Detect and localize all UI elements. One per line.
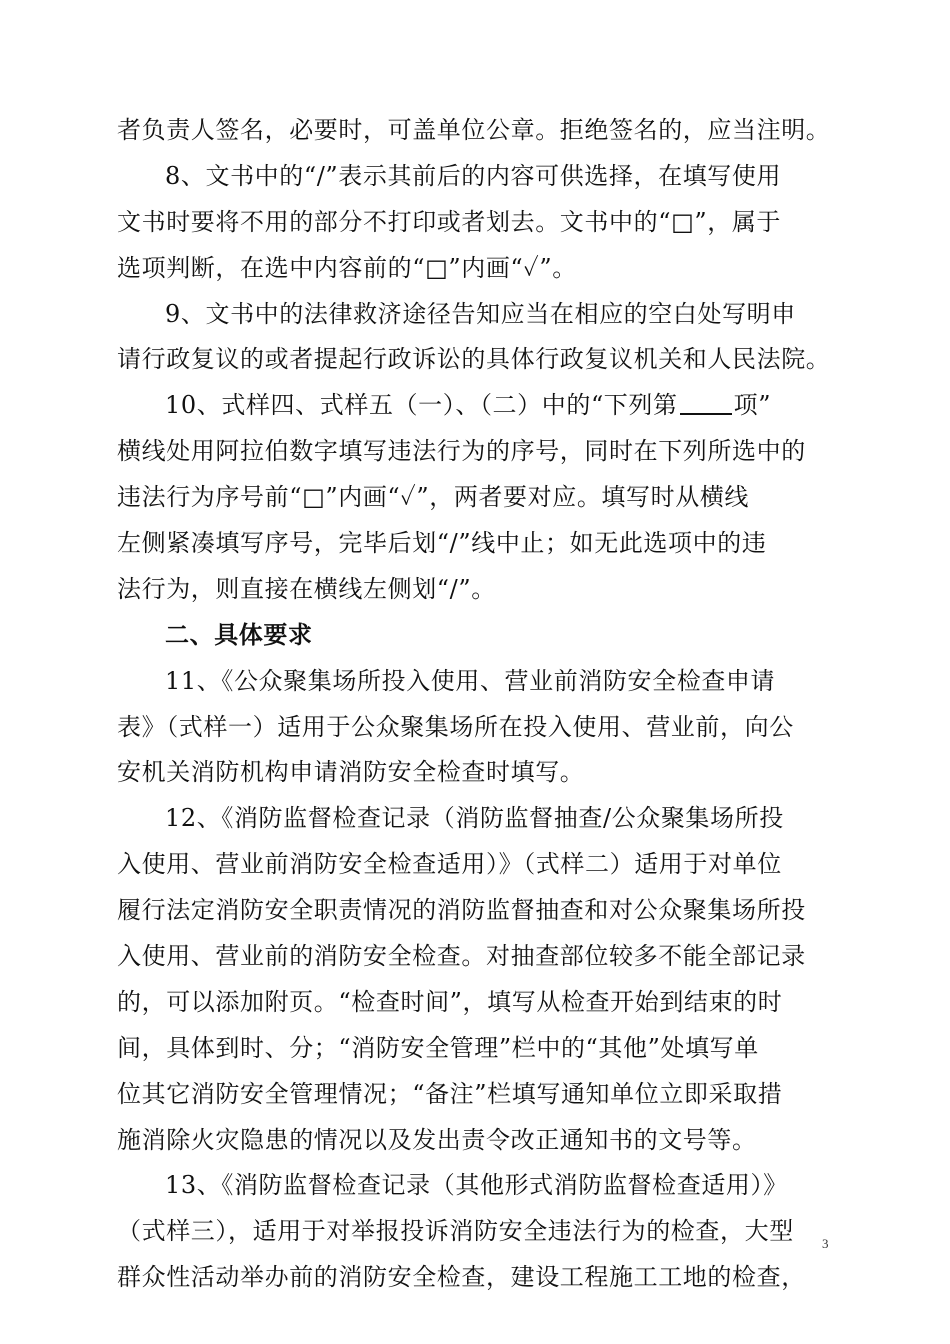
text-line-25: （式样三），适用于对举报投诉消防安全违法行为的检查，大型 bbox=[117, 1217, 794, 1246]
text-line-15: 安机关消防机构申请消防安全检查时填写。 bbox=[117, 758, 585, 787]
text-line-20: 的，可以添加附页。“检查时间”，填写从检查开始到结束的时 bbox=[117, 987, 783, 1016]
text-line-10: 左侧紧凑填写序号，完毕后划“/”线中止；如无此选项中的违 bbox=[117, 529, 767, 558]
text-line-7-before-blank: 10、式样四、式样五（一）、（二）中的“下列第 bbox=[165, 391, 678, 420]
text-line-22: 位其它消防安全管理情况；“备注”栏填写通知单位立即采取措 bbox=[117, 1079, 783, 1108]
text-line-17: 入使用、营业前消防安全检查适用）》（式样二）适用于对单位 bbox=[117, 850, 782, 879]
text-line-7 bbox=[117, 383, 837, 429]
text-line-5: 9、文书中的法律救济途径告知应当在相应的空白处写明申 bbox=[165, 299, 796, 328]
text-line-2: 8、文书中的“/”表示其前后的内容可供选择，在填写使用 bbox=[165, 161, 782, 190]
text-line-6: 请行政复议的或者提起行政诉讼的具体行政复议机关和人民法院。 bbox=[117, 345, 831, 374]
text-line-13: 11、《公众聚集场所投入使用、营业前消防安全检查申请 bbox=[165, 666, 776, 695]
text-line-7-after-blank: 项” bbox=[733, 391, 772, 420]
text-line-4: 选项判断，在选中内容前的“□”内画“✓”。 bbox=[117, 253, 577, 282]
text-line-26: 群众性活动举办前的消防安全检查，建设工程施工工地的检查， bbox=[117, 1263, 806, 1292]
fill-in-blank-underline bbox=[680, 387, 732, 415]
text-line-1: 者负责人签名，必要时，可盖单位公章。拒绝签名的，应当注明。 bbox=[117, 116, 831, 144]
text-line-14: 表》（式样一）适用于公众聚集场所在投入使用、营业前，向公 bbox=[117, 712, 794, 741]
text-line-11: 法行为，则直接在横线左侧划“/”。 bbox=[117, 574, 496, 603]
document-page bbox=[117, 108, 837, 1301]
page-number: 3 bbox=[822, 1236, 829, 1251]
text-line-21: 间，具体到时、分；“消防安全管理”栏中的“其他”处填写单 bbox=[117, 1033, 759, 1062]
text-line-8: 横线处用阿拉伯数字填写违法行为的序号，同时在下列所选中的 bbox=[117, 437, 806, 466]
text-line-3: 文书时要将不用的部分不打印或者划去。文书中的“□”，属于 bbox=[117, 207, 782, 236]
section-heading-specific-requirements: 二、具体要求 bbox=[165, 620, 313, 649]
text-line-23: 施消除火灾隐患的情况以及发出责令改正通知书的文号等。 bbox=[117, 1125, 757, 1154]
text-line-24: 13、《消防监督检查记录（其他形式消防监督检查适用）》 bbox=[165, 1171, 788, 1200]
text-line-9: 违法行为序号前“□”内画“✓”，两者要对应。填写时从横线 bbox=[117, 483, 750, 512]
text-line-18: 履行法定消防安全职责情况的消防监督抽查和对公众聚集场所投 bbox=[117, 896, 806, 925]
text-line-16: 12、《消防监督检查记录（消防监督抽查/公众聚集场所投 bbox=[165, 804, 784, 833]
text-line-19: 入使用、营业前的消防安全检查。对抽查部位较多不能全部记录 bbox=[117, 942, 806, 971]
